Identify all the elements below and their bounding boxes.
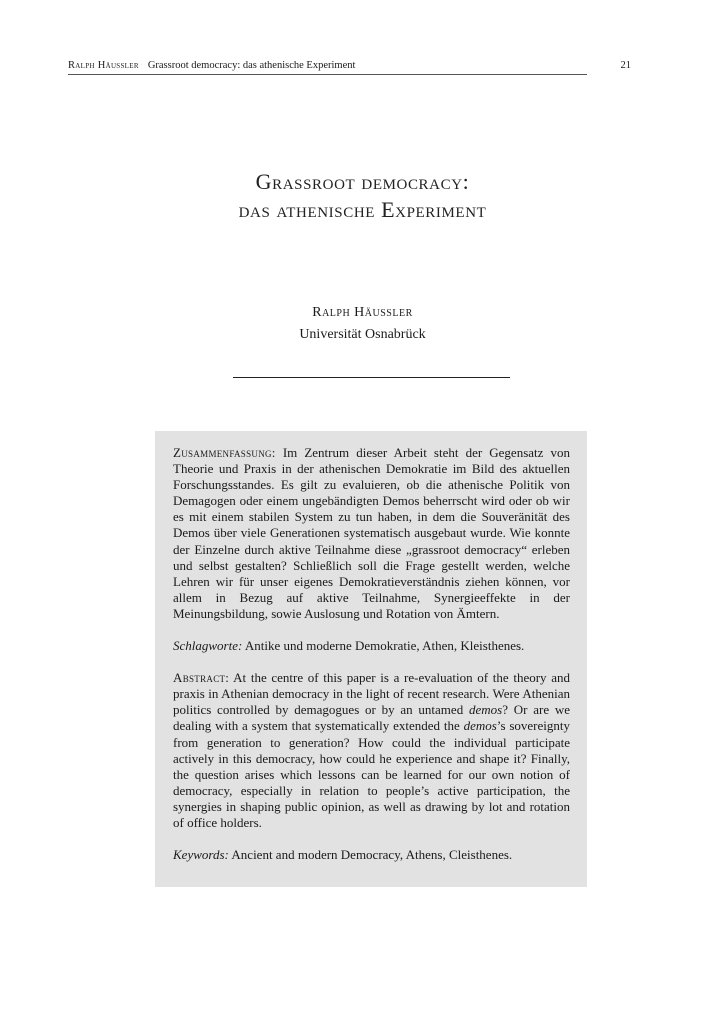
title-divider (233, 377, 510, 378)
abstract-text-1: At the centre of this paper is a re-evaluation of the theory and praxis in Athenian democracy in the light of recent research. Were Athenian politics controlled by demagogues or by an untamed (173, 670, 570, 718)
abstract-box (155, 431, 587, 887)
schlagworte-label: Schlagworte: (173, 638, 243, 654)
abstract-text-3: ’s sovereignty from generation to generation? How could the individual participate actively in this democracy, how could he experience and shape it? Finally, the question arises which lessons can be learned for our own notion of democracy, especially in relation to people’s active participation, the synergies in shaping public opinion, as well as drawing by lot and rotation of office holders. (173, 718, 571, 830)
schlagworte-text: Antike und moderne Demokratie, Athen, Kleisthenes. (244, 638, 525, 654)
running-head-title: Grassroot democracy: das athenische Experiment (147, 60, 356, 71)
abstract-paragraph (173, 670, 570, 831)
zusammenfassung-paragraph (173, 445, 570, 622)
running-head (68, 59, 631, 75)
zusammenfassung-label: Zusammenfassung: (173, 445, 276, 460)
running-head-author: Ralph Häussler (68, 60, 139, 71)
paper-title-line-1: Grassroot democracy: (255, 169, 470, 194)
keywords-paragraph (173, 847, 570, 863)
abstract-emphasis-2: demos (463, 718, 497, 734)
abstract-emphasis-1: demos (468, 702, 503, 718)
paper-title (0, 168, 725, 224)
page-number: 21 (620, 60, 631, 71)
abstract-label: Abstract: (173, 670, 230, 686)
schlagworte-paragraph (173, 638, 570, 654)
zusammenfassung-text: Im Zentrum dieser Arbeit steht der Gegensatz von Theorie und Praxis in der athenischen Demokratie im Bild des aktuellen Forschungsstandes. Es gilt zu evaluieren, ob die athenische Politik von Demagogen oder einem ungebändigten Demos beherrscht wird oder ob wir es mit einem stabilen System zu tun haben, in dem die Souveränität des Demos über viele Generationen systematisch ausgebaut wurde. Wie konnte der Einzelne durch aktive Teilnahme diese „grassroot democracy“ erleben und selbst gestalten? Schließlich soll die Frage gestellt werden, welche Lehren wir für unser eigenes Demokratieverständnis ziehen können, vor allem in Bezug auf aktive Teilnahme, Synergieeffekte in der Meinungsbildung, sowie Auslosung und Rotation von Ämtern. (173, 445, 570, 621)
author-name: Ralph Häussler (312, 305, 413, 320)
paper-title-line-2: das athenische Experiment (238, 197, 487, 222)
abstract-text-2: ? Or are we dealing with a system that systematically extended the (173, 702, 571, 734)
keywords-label: Keywords: (173, 847, 229, 863)
author-affiliation: Universität Osnabrück (299, 327, 426, 342)
keywords-text: Ancient and modern Democracy, Athens, Cleisthenes. (231, 847, 513, 863)
